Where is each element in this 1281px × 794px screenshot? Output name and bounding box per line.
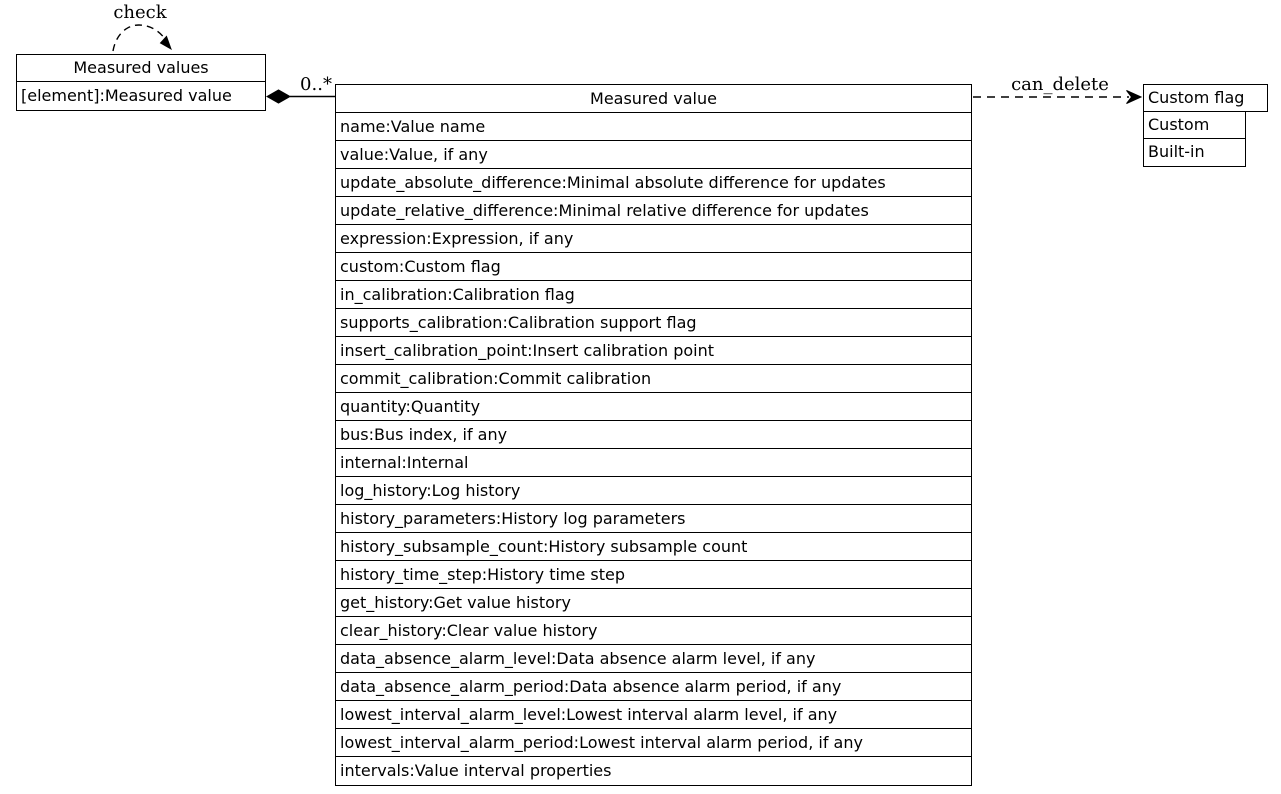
attribute-row: supports_calibration:Calibration support flag [336,309,971,337]
entity-custom-flag-title: Custom flag [1143,84,1268,112]
attribute-row: lowest_interval_alarm_level:Lowest interval alarm level, if any [336,701,971,729]
attribute-row: in_calibration:Calibration flag [336,281,971,309]
attribute-row: internal:Internal [336,449,971,477]
attribute-row: value:Value, if any [336,141,971,169]
attribute-row: update_absolute_difference:Minimal absolute difference for updates [336,169,971,197]
entity-measured-values [16,54,266,111]
attribute-row: commit_calibration:Commit calibration [336,365,971,393]
entity-custom-flag-rows [1143,111,1246,167]
edge-label-can-delete: can_delete [1011,74,1109,95]
check-arrowhead-icon [161,37,172,50]
enum-value-row: Custom [1143,111,1246,139]
attribute-row: history_subsample_count:History subsample count [336,533,971,561]
attribute-row: quantity:Quantity [336,393,971,421]
attribute-row: data_absence_alarm_level:Data absence alarm level, if any [336,645,971,673]
attribute-row: [element]:Measured value [21,86,232,105]
attribute-row: bus:Bus index, if any [336,421,971,449]
attribute-row: custom:Custom flag [336,253,971,281]
attribute-row: history_time_step:History time step [336,561,971,589]
enum-value-row: Built-in [1143,139,1246,167]
attribute-row: get_history:Get value history [336,589,971,617]
attribute-row: insert_calibration_point:Insert calibration point [336,337,971,365]
attribute-row: log_history:Log history [336,477,971,505]
attribute-row: expression:Expression, if any [336,225,971,253]
attribute-row: clear_history:Clear value history [336,617,971,645]
attribute-row: update_relative_difference:Minimal relative difference for updates [336,197,971,225]
entity-measured-values-title: Measured values [17,55,265,82]
attribute-row: name:Value name [336,113,971,141]
attribute-row: data_absence_alarm_period:Data absence alarm period, if any [336,673,971,701]
edge-label-multiplicity: 0..* [300,74,332,95]
entity-measured-value-rows [336,113,971,785]
edge-label-check: check [113,2,167,23]
entity-measured-value [335,84,972,786]
attribute-row: history_parameters:History log parameters [336,505,971,533]
entity-measured-value-title: Measured value [336,85,971,113]
attribute-row: intervals:Value interval properties [340,761,612,780]
composition-diamond-icon [267,90,290,103]
entity-measured-values-rows [17,82,265,110]
check-self-loop-edge [113,25,167,51]
attribute-row: lowest_interval_alarm_period:Lowest interval alarm period, if any [336,729,971,757]
